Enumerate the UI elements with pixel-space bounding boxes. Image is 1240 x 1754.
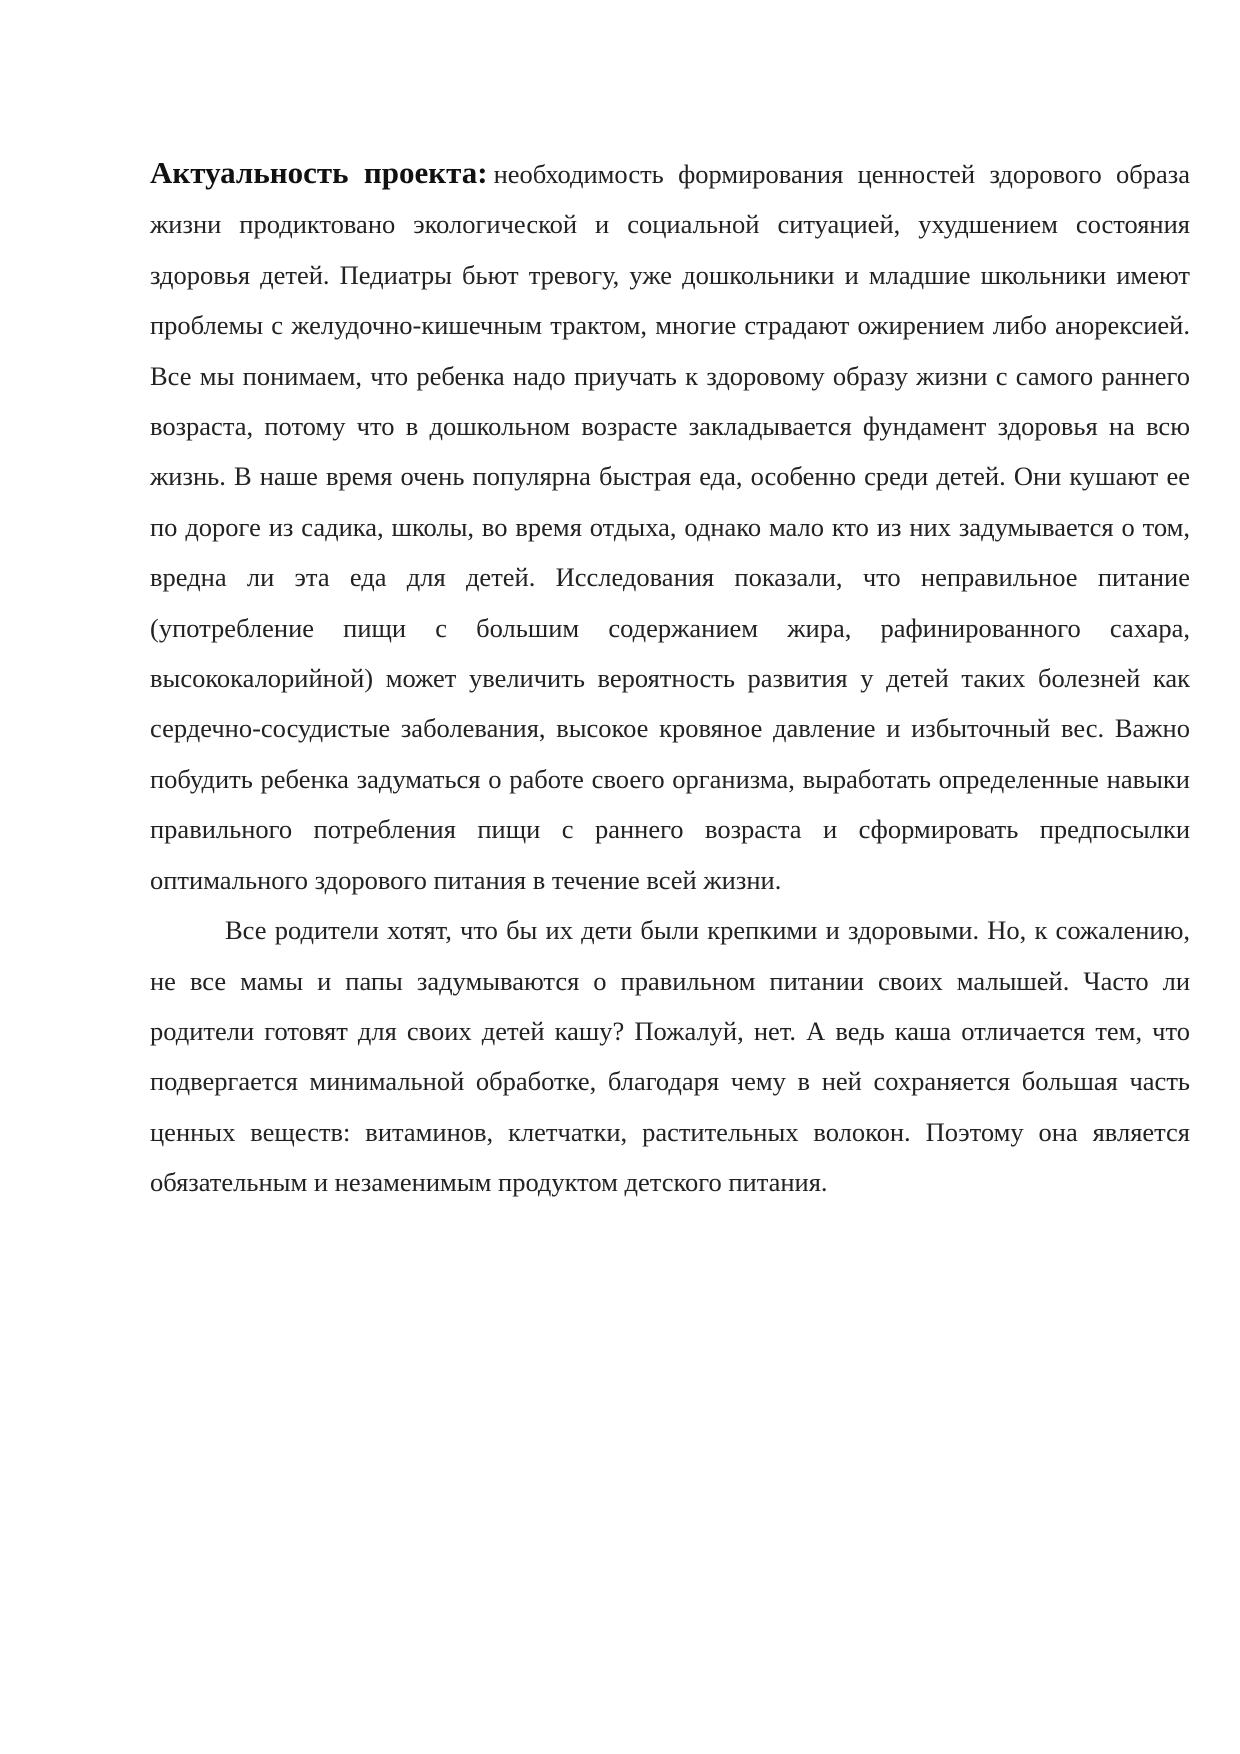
paragraph-relevance-text: необходимость формирования ценностей здорового образа жизни продиктовано экологической и социальной ситуацией, ухудшением состояния здоровья детей. Педиатры бьют тревогу, уже дошкольники и младшие школьники имеют проблемы с желудочно-кишечным трактом, многие страдают ожирением либо анорексией. Все мы понимаем, что ребенка надо приучать к здоровому образу жизни с самого раннего возраста, потому что в дошкольном возрасте закладывается фундамент здоровья на всю жизнь. В наше время очень популярна быстрая еда, особенно среди детей. Они кушают ее по дороге из садика, школы, во время отдыха, однако мало кто из них задумывается о том, вредна ли эта еда для детей. Исследования показали, что неправильное питание (употребление пищи с большим содержанием жира, рафинированного сахара, высококалорийной) может увеличить вероятность развития у детей таких болезней как сердечно-сосудистые заболевания, высокое кровяное давление и избыточный вес. Важно побудить ребенка задуматься о работе своего организма, выработать определенные навыки правильного потребления пищи с раннего возраста и сформировать предпосылки оптимального здорового питания в течение всей жизни. [150,159,1191,895]
paragraph-parents: Все родители хотят, что бы их дети были крепкими и здоровыми. Но, к сожалению, не все мамы и папы задумываются о правильном питании своих малышей. Часто ли родители готовят для своих детей кашу? Пожалуй, нет. А ведь каша отличается тем, что подвергается минимальной обработке, благодаря чему в ней сохраняется большая часть ценных веществ: витаминов, клетчатки, растительных волокон. Поэтому она является обязательным и незаменимым продуктом детского питания. [150,915,1190,1198]
paragraph-relevance [150,148,1190,905]
document-page [150,148,1190,1208]
section-heading: Актуальность проекта: [150,155,488,190]
